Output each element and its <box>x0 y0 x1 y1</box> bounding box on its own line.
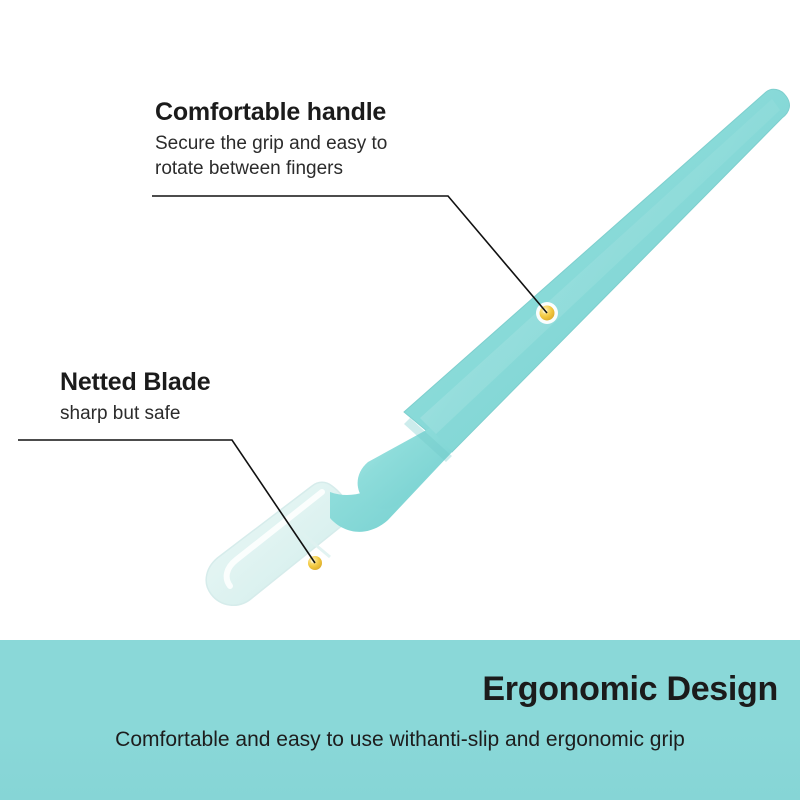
banner-subtitle: Comfortable and easy to use withanti-slip and ergonomic grip <box>115 728 685 751</box>
rivet-blade <box>304 552 326 574</box>
callout-blade-subtitle-line-1: sharp but safe <box>60 402 181 424</box>
rivet-handle <box>536 302 558 324</box>
callout-blade <box>60 368 210 426</box>
callout-handle-subtitle-line-1: Secure the grip and easy to <box>155 132 388 154</box>
razor-handle <box>358 89 790 509</box>
callout-blade-title: Netted Blade <box>60 368 211 396</box>
callout-handle <box>155 98 387 182</box>
blade-head <box>206 482 348 605</box>
callout-handle-title: Comfortable handle <box>155 98 387 126</box>
bottom-banner <box>0 640 800 800</box>
banner-title: Ergonomic Design <box>482 670 778 708</box>
callout-handle-subtitle-line-2: rotate between fingers <box>155 158 344 180</box>
